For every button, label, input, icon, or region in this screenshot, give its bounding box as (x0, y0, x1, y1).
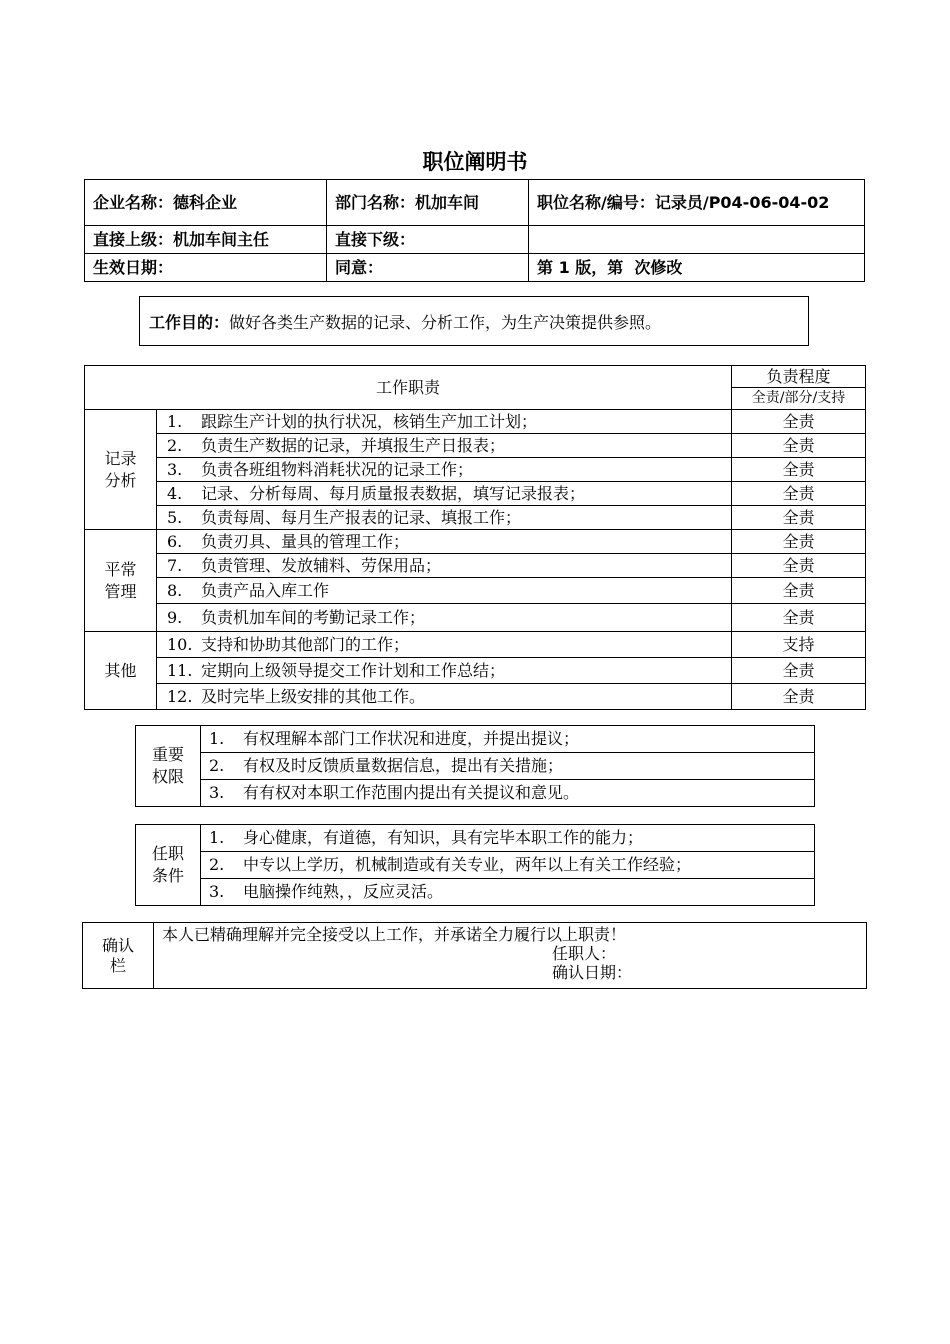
confirmation-body (154, 923, 867, 989)
blank-cell (529, 226, 865, 254)
duties-header: 工作职责 (85, 366, 732, 410)
duty-level: 全责 (732, 410, 866, 434)
authority-item: 1. 有权理解本部门工作状况和进度，并提出提议； (201, 726, 815, 753)
duty-level: 全责 (732, 530, 866, 554)
confirm-date-label: 确认日期： (552, 963, 633, 982)
qualification-item: 2. 中专以上学历，机械制造或有关专业，两年以上有关工作经验； (201, 852, 815, 879)
confirmation-category: 确认 栏 (83, 923, 154, 989)
duty-level: 全责 (732, 684, 866, 710)
position-info-table (84, 179, 865, 282)
level-header: 负责程度 (732, 366, 866, 388)
direct-superior: 直接上级：机加车间主任 (85, 226, 327, 254)
duty-item: 3. 负责各班组物料消耗状况的记录工作； (157, 458, 732, 482)
duty-item: 10. 支持和协助其他部门的工作； (157, 632, 732, 658)
duty-item: 6. 负责刃具、量具的管理工作； (157, 530, 732, 554)
duty-level: 全责 (732, 482, 866, 506)
authority-table (135, 725, 815, 807)
duty-level: 全责 (732, 554, 866, 578)
department-name: 部门名称：机加车间 (327, 180, 529, 226)
confirmation-statement: 本人已精确理解并完全接受以上工作，并承诺全力履行以上职责！ (162, 925, 627, 944)
work-purpose-text: 做好各类生产数据的记录、分析工作，为生产决策提供参照。 (229, 312, 662, 332)
qualification-item: 3. 电脑操作纯熟，，反应灵活。 (201, 879, 815, 906)
qualification-item: 1. 身心健康，有道德，有知识，具有完毕本职工作的能力； (201, 825, 815, 852)
level-subheader: 全责/部分/支持 (732, 388, 866, 410)
duty-item: 4. 记录、分析每周、每月质量报表数据，填写记录报表； (157, 482, 732, 506)
work-purpose-box (139, 296, 809, 346)
approval: 同意： (327, 254, 529, 282)
duty-level: 全责 (732, 604, 866, 632)
authority-item: 3. 有有权对本职工作范围内提出有关提议和意见。 (201, 780, 815, 807)
version-info: 第 1 版，第 次修改 (529, 254, 865, 282)
duty-item: 1. 跟踪生产计划的执行状况，核销生产加工计划； (157, 410, 732, 434)
duty-item: 8. 负责产品入库工作 (157, 578, 732, 604)
work-purpose-label: 工作目的： (149, 312, 230, 332)
duty-level: 全责 (732, 458, 866, 482)
duty-item: 2. 负责生产数据的记录，并填报生产日报表； (157, 434, 732, 458)
category-daily-management: 平常 管理 (85, 530, 157, 632)
employee-signature-label: 任职人： (552, 944, 617, 963)
duty-level: 支持 (732, 632, 866, 658)
effective-date: 生效日期： (85, 254, 327, 282)
duty-item: 11. 定期向上级领导提交工作计划和工作总结； (157, 658, 732, 684)
page-title: 职位阐明书 (422, 149, 528, 174)
category-record-analysis: 记录 分析 (85, 410, 157, 530)
duty-item: 5. 负责每周、每月生产报表的记录、填报工作； (157, 506, 732, 530)
category-other: 其他 (85, 632, 157, 710)
company-name: 企业名称：德科企业 (85, 180, 327, 226)
confirmation-table (82, 922, 867, 989)
position-name: 职位名称/编号：记录员/P04-06-04-02 (529, 180, 865, 226)
qualification-category: 任职 条件 (136, 825, 201, 906)
direct-subordinate: 直接下级： (327, 226, 529, 254)
duty-level: 全责 (732, 434, 866, 458)
authority-item: 2. 有权及时反馈质量数据信息，提出有关措施； (201, 753, 815, 780)
authority-category: 重要 权限 (136, 726, 201, 807)
duty-item: 9. 负责机加车间的考勤记录工作； (157, 604, 732, 632)
duty-item: 7. 负责管理、发放辅料、劳保用品； (157, 554, 732, 578)
duty-level: 全责 (732, 578, 866, 604)
duty-item: 12. 及时完毕上级安排的其他工作。 (157, 684, 732, 710)
qualification-table (135, 824, 815, 906)
duty-level: 全责 (732, 658, 866, 684)
duty-level: 全责 (732, 506, 866, 530)
duties-table (84, 365, 866, 710)
